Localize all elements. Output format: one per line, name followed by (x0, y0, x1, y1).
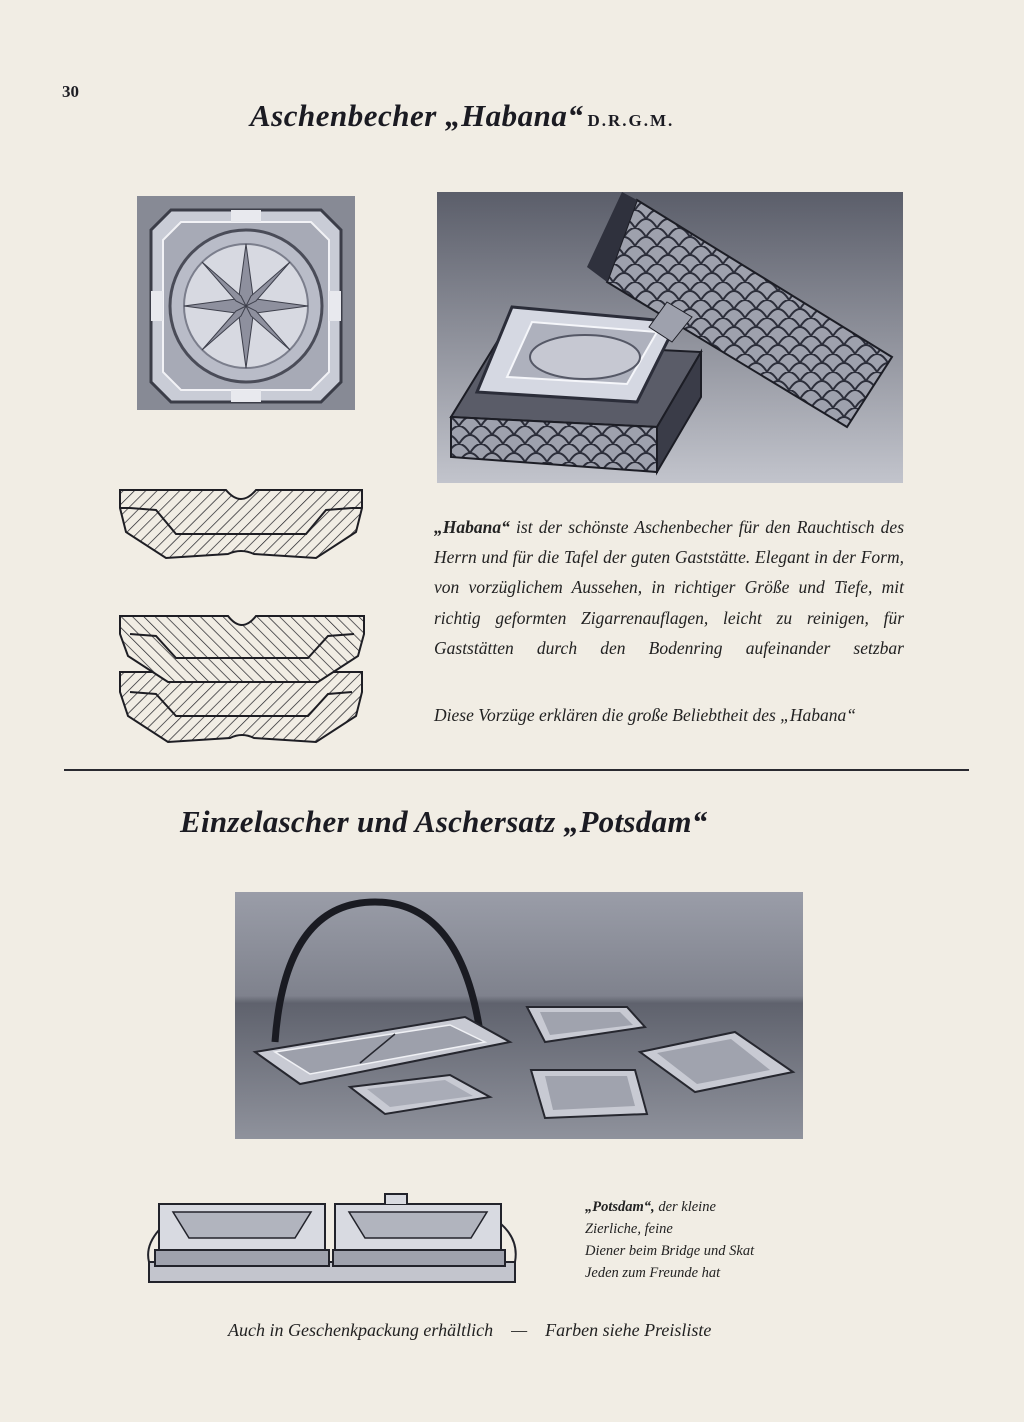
potsdam-title: Einzelascher und Aschersatz „Potsdam“ (180, 804, 708, 839)
poem-line-3: Diener beim Bridge und Skat (585, 1243, 755, 1259)
section-divider (64, 769, 969, 771)
habana-cross-section-stacked (116, 612, 368, 748)
poem-line-1-rest: der kleine (658, 1199, 716, 1215)
habana-title (250, 98, 674, 134)
footer-separator: — (511, 1320, 528, 1340)
habana-description (434, 512, 904, 663)
habana-title-text: Aschenbecher „Habana“ (250, 98, 584, 133)
footer-left: Auch in Geschenkpackung erhältlich (228, 1320, 494, 1340)
habana-top-view-photo (137, 196, 355, 410)
habana-cross-section-single (116, 486, 366, 566)
poem-line-1 (585, 1196, 754, 1218)
habana-description-text: ist der schönste Aschenbecher für den Rauchtisch des Herrn und für die Tafel der guten Gaststätte. Elegant in der Form, von vorzüglichem Aussehen, in richtiger Größe und Tiefe, mit richtig geformten Zigarrenauflagen, leicht zu reinigen, für Gaststätten durch den Bodenring aufeinander setzbar (434, 517, 904, 658)
habana-note: Diese Vorzüge erklären die große Beliebtheit des „Habana“ (434, 705, 857, 725)
habana-gift-box-photo (437, 192, 903, 483)
patent-mark: D.R.G.M. (587, 111, 675, 130)
potsdam-poem (585, 1196, 754, 1284)
habana-description-lead: „Habana“ (434, 517, 510, 537)
potsdam-set-photo (235, 892, 803, 1139)
footer-note (228, 1320, 711, 1341)
page-number: 30 (62, 82, 79, 101)
potsdam-set-drawing (145, 1190, 525, 1290)
poem-line-4: Jeden zum Freunde hat (585, 1265, 721, 1281)
poem-lead: „Potsdam“, (585, 1199, 655, 1215)
footer-right: Farben siehe Preisliste (545, 1320, 712, 1340)
poem-line-2: Zierliche, feine (585, 1221, 673, 1237)
